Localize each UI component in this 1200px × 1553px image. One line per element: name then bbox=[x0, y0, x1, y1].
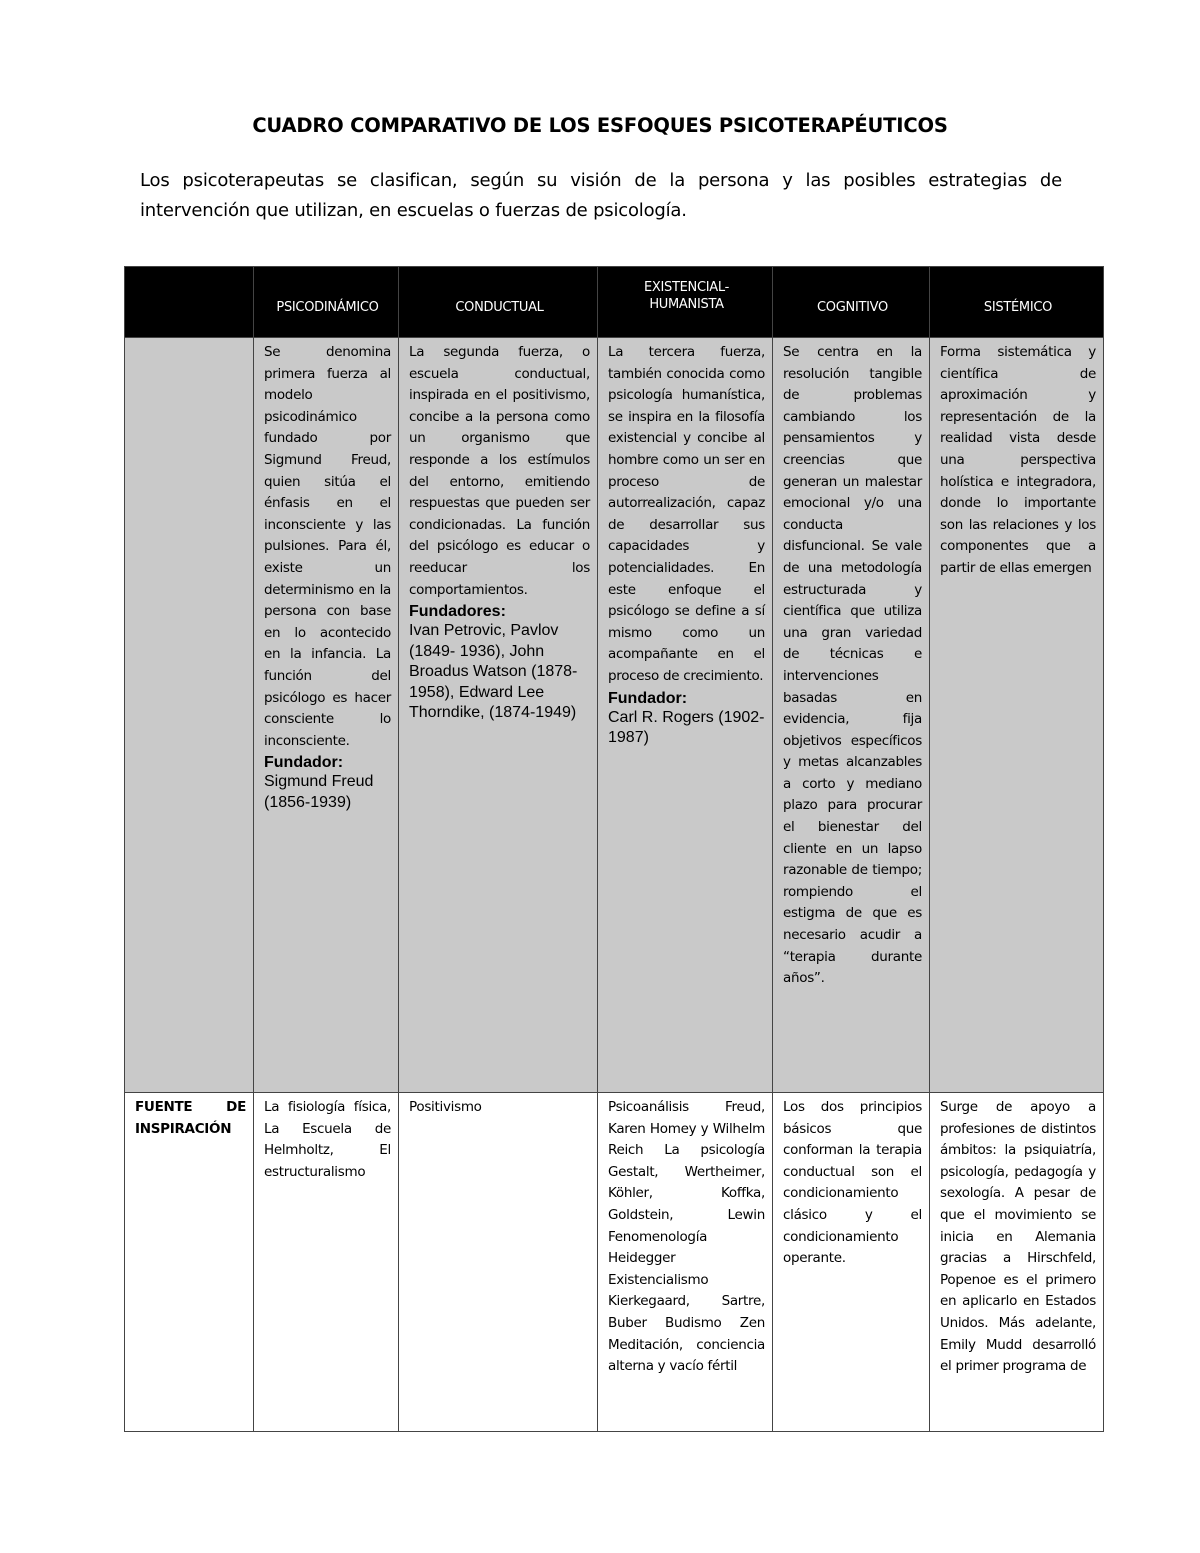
page-title: CUADRO COMPARATIVO DE LOS ESFOQUES PSICOTERAPÉUTICOS bbox=[252, 114, 948, 137]
founder-names: Carl R. Rogers (1902-1987) bbox=[608, 708, 765, 746]
header-psicodinamico: PSICODINÁMICO bbox=[254, 267, 399, 338]
founder-label: Fundador: bbox=[264, 754, 344, 772]
row-label-cell bbox=[125, 338, 254, 1093]
table-row-description bbox=[125, 338, 1104, 1093]
cell-psicodinamico-fuente: La fisiología física, La Escuela de Helmholtz, El estructuralismo bbox=[254, 1093, 399, 1432]
header-sistemico: SISTÉMICO bbox=[930, 267, 1104, 338]
header-conductual: CONDUCTUAL bbox=[399, 267, 598, 338]
description-text: Forma sistemática y científica de aproximación y representación de la realidad vista desde una perspectiva holística e integradora, donde lo importante son las relaciones y los componentes que a partir de ellas emergen bbox=[940, 344, 1096, 576]
description-text: La segunda fuerza, o escuela conductual, inspirada en el positivismo, concibe a la persona como un organismo que responde a los estímulos del entorno, emitiendo respuestas que pueden ser condicionadas. La función del psicólogo es educar o reeducar los comportamientos. bbox=[409, 344, 590, 598]
intro-paragraph: Los psicoterapeutas se clasifican, según su visión de la persona y las posibles estrategias de intervención que utilizan, en escuelas o fuerzas de psicología. bbox=[140, 170, 1062, 221]
cell-existencial-fuente: Psicoanálisis Freud, Karen Homey y Wilhelm Reich La psicología Gestalt, Wertheimer, Köhler, Koffka, Goldstein, Lewin Fenomenología Heidegger Existencialismo Kierkegaard, Sartre, Buber Budismo Zen Meditación, conciencia alterna y vacío fértil bbox=[598, 1093, 773, 1432]
cell-conductual-description bbox=[399, 338, 598, 1093]
table-row-fuente bbox=[125, 1093, 1104, 1432]
founder-label: Fundadores: bbox=[409, 603, 506, 621]
founder-label: Fundador: bbox=[608, 689, 688, 707]
table-header-row bbox=[125, 267, 1104, 338]
cell-existencial-description bbox=[598, 338, 773, 1093]
cell-cognitivo-fuente: Los dos principios básicos que conforman la terapia conductual son el condicionamiento clásico y el condicionamiento operante. bbox=[773, 1093, 930, 1432]
cell-psicodinamico-description bbox=[254, 338, 399, 1093]
cell-sistemico-description bbox=[930, 338, 1104, 1093]
header-empty-cell bbox=[125, 267, 254, 338]
description-text: La tercera fuerza, también conocida como psicología humanística, se inspira en la filosofía existencial y concibe al hombre como un ser en proceso de autorrealización, capaz de desarrollar sus capacidades y potencialidades. En este enfoque el psicólogo se define a sí mismo como un acompañante en el proceso de crecimiento. bbox=[608, 344, 765, 684]
cell-cognitivo-description bbox=[773, 338, 930, 1093]
founder-names: Sigmund Freud (1856-1939) bbox=[264, 773, 374, 811]
description-text: Se denomina primera fuerza al modelo psicodinámico fundado por Sigmund Freud, quien sitúa el énfasis en el inconsciente y las pulsiones. Para él, existe un determinismo en la persona con base en lo acontecido en la infancia. La función del psicólogo es hacer consciente lo inconsciente. bbox=[264, 344, 391, 749]
row-label-fuente: FUENTE DE INSPIRACIÓN bbox=[125, 1093, 254, 1432]
header-cognitivo: COGNITIVO bbox=[773, 267, 930, 338]
founder-names: Ivan Petrovic, Pavlov (1849- 1936), John Broadus Watson (1878- 1958), Edward Lee Thorndike, (1874-1949) bbox=[409, 622, 578, 722]
header-existencial-humanista: EXISTENCIAL- HUMANISTA bbox=[598, 267, 773, 338]
cell-sistemico-fuente: Surge de apoyo a profesiones de distintos ámbitos: la psiquiatría, psicología, pedagogía y sexología. A pesar de que el movimiento se inicia en Alemania gracias a Hirschfeld, Popenoe es el primero en aplicarlo en Estados Unidos. Más adelante, Emily Mudd desarrolló el primer programa de bbox=[930, 1093, 1104, 1432]
description-text: Se centra en la resolución tangible de problemas cambiando los pensamientos y creencias que generan un malestar emocional y/o una conducta disfuncional. Se vale de una metodología estructurada y científica que utiliza una gran variedad de técnicas e intervenciones basadas en evidencia, fija objetivos específicos y metas alcanzables a corto y mediano plazo para procurar el bienestar del cliente en un lapso razonable de tiempo; rompiendo el estigma de que es necesario acudir a “terapia durante años”. bbox=[783, 344, 922, 987]
comparison-table bbox=[124, 266, 1104, 1432]
cell-conductual-fuente: Positivismo bbox=[399, 1093, 598, 1432]
